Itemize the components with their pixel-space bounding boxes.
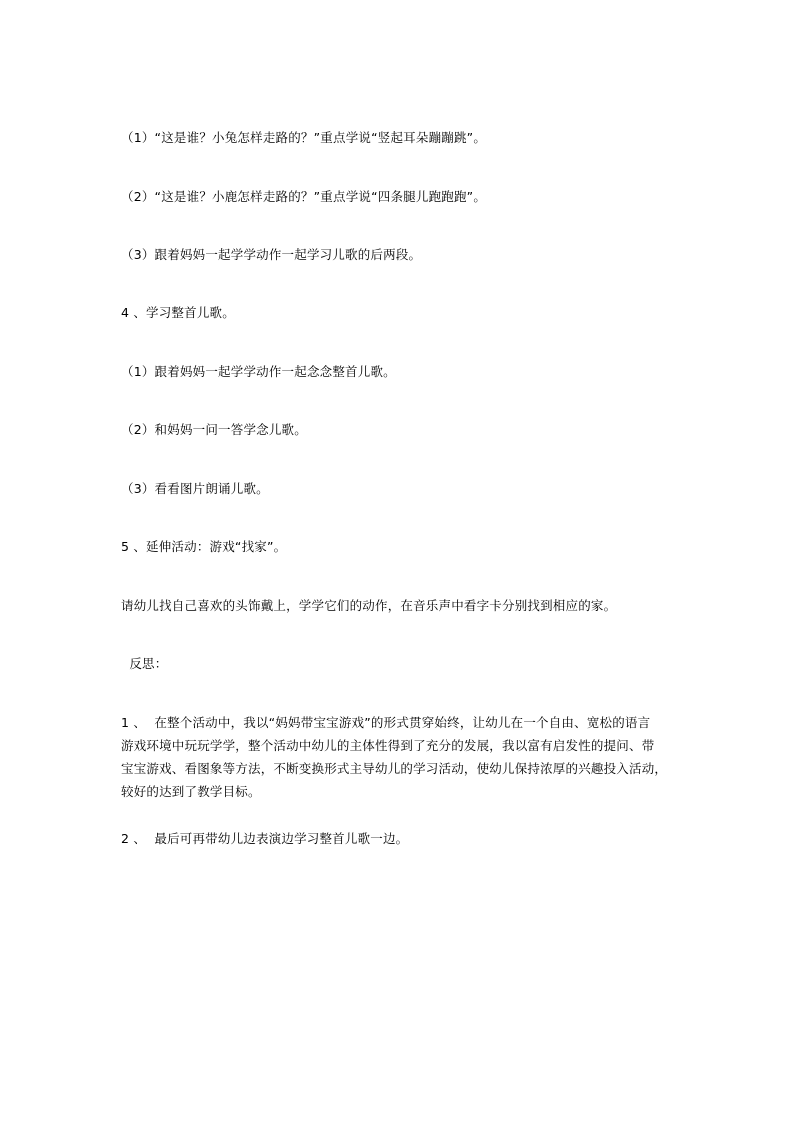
reflection-1-line-4: 较好的达到了教学目标。 bbox=[121, 784, 261, 799]
step-3-item-1: （1）“这是谁？小兔怎样走路的？”重点学说“竖起耳朵蹦蹦跳”。 bbox=[121, 130, 487, 145]
step-4-item-3: （3）看看图片朗诵儿歌。 bbox=[121, 481, 269, 496]
step-3-item-2: （2）“这是谁？小鹿怎样走路的？”重点学说“四条腿儿跑跑跑”。 bbox=[121, 189, 487, 204]
reflection-1-line-1: 1 、 在整个活动中，我以“妈妈带宝宝游戏”的形式贯穿始终，让幼儿在一个自由、宽松的语言 bbox=[121, 715, 651, 730]
step-3-item-3: （3）跟着妈妈一起学学动作一起学习儿歌的后两段。 bbox=[121, 247, 422, 262]
reflection-1-line-2: 游戏环境中玩玩学学，整个活动中幼儿的主体性得到了充分的发展，我以富有启发性的提问、带 bbox=[121, 738, 655, 753]
step-5-description: 请幼儿找自己喜欢的头饰戴上，学学它们的动作，在音乐声中看字卡分别找到相应的家。 bbox=[121, 598, 617, 613]
reflection-1-line-3: 宝宝游戏、看图象等方法，不断变换形式主导幼儿的学习活动，使幼儿保持浓厚的兴趣投入活动， bbox=[121, 761, 668, 776]
step-4-item-2: （2）和妈妈一问一答学念儿歌。 bbox=[121, 422, 307, 437]
step-4-heading: 4 、学习整首儿歌。 bbox=[121, 305, 235, 320]
step-5-heading: 5 、延伸活动：游戏“找家”。 bbox=[121, 539, 287, 554]
reflection-paragraph-2: 2 、 最后可再带幼儿边表演边学习整首儿歌一边。 bbox=[121, 831, 409, 846]
reflection-heading: 反思： bbox=[121, 656, 168, 671]
reflection-paragraph-1 bbox=[121, 711, 681, 803]
step-4-item-1: （1）跟着妈妈一起学学动作一起念念整首儿歌。 bbox=[121, 364, 396, 379]
